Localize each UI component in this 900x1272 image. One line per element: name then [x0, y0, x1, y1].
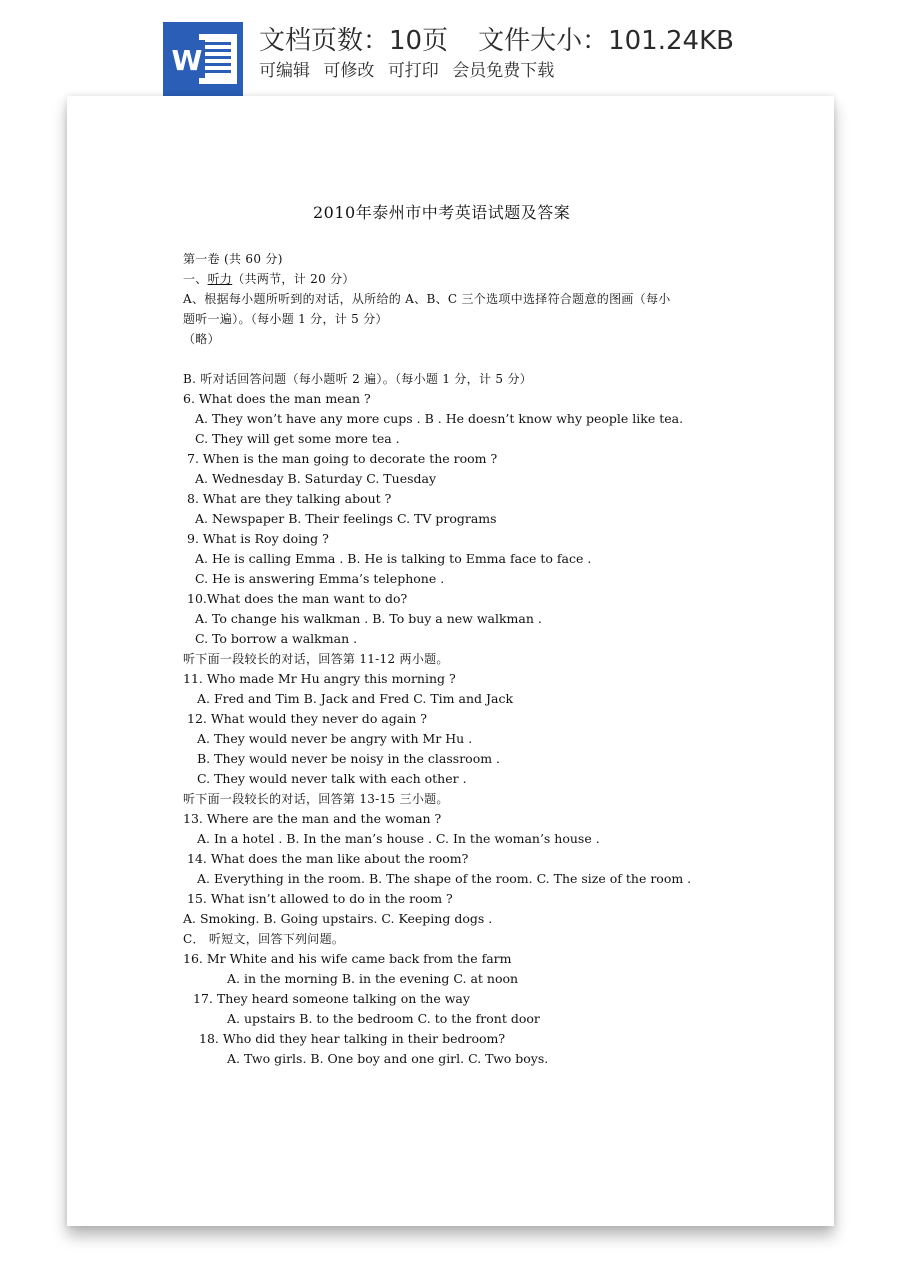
- feature-free-download: 会员免费下载: [452, 61, 555, 81]
- file-size: 文件大小：101.24KB: [478, 26, 734, 56]
- instruction-line: 题听一遍）。（每小题 1 分，计 5 分）: [183, 312, 388, 326]
- instruction-line: A、根据每小题所听到的对话，从所给的 A、B、C 三个选项中选择符合题意的图画（每小: [183, 292, 671, 306]
- document-title: 2010年泰州市中考英语试题及答案: [313, 203, 571, 222]
- options: A. To change his walkman . B. To buy a new walkman .: [195, 611, 542, 626]
- part-heading: C． 听短文，回答下列问题。: [183, 932, 345, 946]
- page-count: 文档页数：10页: [259, 26, 449, 56]
- question: 17. They heard someone talking on the way: [193, 991, 470, 1006]
- options: C. He is answering Emma’s telephone .: [195, 571, 445, 586]
- question: 8. What are they talking about ?: [187, 491, 392, 506]
- feature-printable: 可打印: [387, 61, 439, 81]
- question: 15. What isn’t allowed to do in the room ?: [187, 891, 453, 906]
- options: C. They will get some more tea .: [195, 431, 400, 446]
- section-instruction: 听下面一段较长的对话，回答第 13-15 三小题。: [183, 792, 449, 806]
- options: A. Wednesday B. Saturday C. Tuesday: [195, 471, 437, 486]
- question: 16. Mr White and his wife came back from the farm: [183, 951, 512, 966]
- document-page: [67, 96, 834, 1226]
- question: 13. Where are the man and the woman ?: [183, 811, 442, 826]
- question: 11. Who made Mr Hu angry this morning ?: [183, 671, 456, 686]
- feature-list: [259, 56, 562, 81]
- feature-editable: 可编辑: [259, 61, 310, 81]
- options: A. They would never be angry with Mr Hu .: [197, 731, 473, 746]
- options: A. Fred and Tim B. Jack and Fred C. Tim and Jack: [197, 691, 514, 706]
- question: 10.What does the man want to do?: [187, 591, 408, 606]
- question: 6. What does the man mean ?: [183, 391, 371, 406]
- part-heading: 一、听力（共两节，计 20 分）: [183, 272, 355, 286]
- options: A. Smoking. B. Going upstairs. C. Keeping dogs .: [183, 911, 493, 926]
- file-info-line: [259, 20, 734, 57]
- omitted-note: （略）: [183, 332, 220, 346]
- options: A. In a hotel . B. In the man’s house . C. In the woman’s house .: [197, 831, 600, 846]
- question: 18. Who did they hear talking in their bedroom?: [199, 1031, 506, 1046]
- options: C. To borrow a walkman .: [195, 631, 358, 646]
- options: A. They won’t have any more cups . B . He doesn’t know why people like tea.: [195, 411, 684, 426]
- question: 9. What is Roy doing ?: [187, 531, 329, 546]
- options: A. upstairs B. to the bedroom C. to the front door: [227, 1011, 540, 1026]
- options: A. He is calling Emma . B. He is talking to Emma face to face .: [195, 551, 592, 566]
- section-heading: 第一卷 (共 60 分): [183, 252, 283, 266]
- question: 7. When is the man going to decorate the room ?: [187, 451, 498, 466]
- options: C. They would never talk with each other .: [197, 771, 467, 786]
- options: A. Two girls. B. One boy and one girl. C. Two boys.: [227, 1051, 549, 1066]
- options: A. Everything in the room. B. The shape of the room. C. The size of the room .: [197, 871, 692, 886]
- underlined-text: 听力: [207, 272, 233, 286]
- part-heading: B. 听对话回答问题（每小题听 2 遍）。（每小题 1 分，计 5 分）: [183, 372, 533, 386]
- word-document-icon: [163, 22, 243, 96]
- section-instruction: 听下面一段较长的对话，回答第 11-12 两小题。: [183, 652, 449, 666]
- header-banner: [0, 0, 900, 100]
- svg-text:W: W: [171, 44, 203, 77]
- feature-modifiable: 可修改: [323, 61, 375, 81]
- options: A. Newspaper B. Their feelings C. TV programs: [195, 511, 497, 526]
- question: 14. What does the man like about the room?: [187, 851, 469, 866]
- options: A. in the morning B. in the evening C. at noon: [227, 971, 519, 986]
- options: B. They would never be noisy in the classroom .: [197, 751, 501, 766]
- question: 12. What would they never do again ?: [187, 711, 427, 726]
